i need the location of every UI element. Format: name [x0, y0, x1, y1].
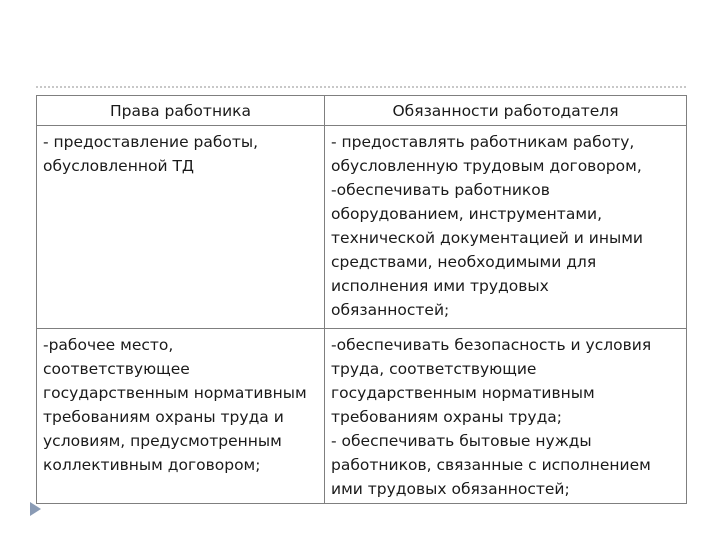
cell-line: исполнения ими трудовых	[331, 277, 549, 295]
cell-employer-duty	[325, 126, 687, 329]
cell-line: требованиям охраны труда и	[43, 408, 284, 426]
header-employer-duties: Обязанности работодателя	[325, 96, 687, 126]
cell-line: обусловленной ТД	[43, 157, 195, 175]
table-row	[37, 126, 687, 329]
cell-line: требованиям охраны труда;	[331, 408, 563, 426]
cell-line: государственным нормативным	[331, 384, 595, 402]
cell-line: обусловленную трудовым договором,	[331, 157, 642, 175]
rights-duties-table	[36, 95, 687, 504]
top-divider	[36, 86, 686, 88]
cell-line: -обеспечивать работников	[331, 181, 550, 199]
cell-line: коллективным договором;	[43, 456, 261, 474]
cell-employee-right	[37, 126, 325, 329]
cell-line: ими трудовых обязанностей;	[331, 480, 570, 498]
cell-line: -обеспечивать безопасность и условия	[331, 336, 652, 354]
cell-line: обязанностей;	[331, 301, 450, 319]
header-employee-rights: Права работника	[37, 96, 325, 126]
cell-line: государственным нормативным	[43, 384, 307, 402]
cell-line: - предоставлять работникам работу,	[331, 133, 635, 151]
cell-line: технической документацией и иными	[331, 229, 644, 247]
cell-line: - обеспечивать бытовые нужды	[331, 432, 592, 450]
cell-line: работников, связанные с исполнением	[331, 456, 651, 474]
cell-line: - предоставление работы,	[43, 133, 259, 151]
table-header-row	[37, 96, 687, 126]
cell-employer-duty	[325, 329, 687, 504]
table-row	[37, 329, 687, 504]
cell-employee-right	[37, 329, 325, 504]
cell-line: труда, соответствующие	[331, 360, 537, 378]
triangle-right-icon[interactable]	[30, 502, 41, 516]
cell-line: оборудованием, инструментами,	[331, 205, 603, 223]
cell-line: условиям, предусмотренным	[43, 432, 282, 450]
cell-line: средствами, необходимыми для	[331, 253, 597, 271]
cell-line: -рабочее место,	[43, 336, 174, 354]
cell-line: соответствующее	[43, 360, 190, 378]
